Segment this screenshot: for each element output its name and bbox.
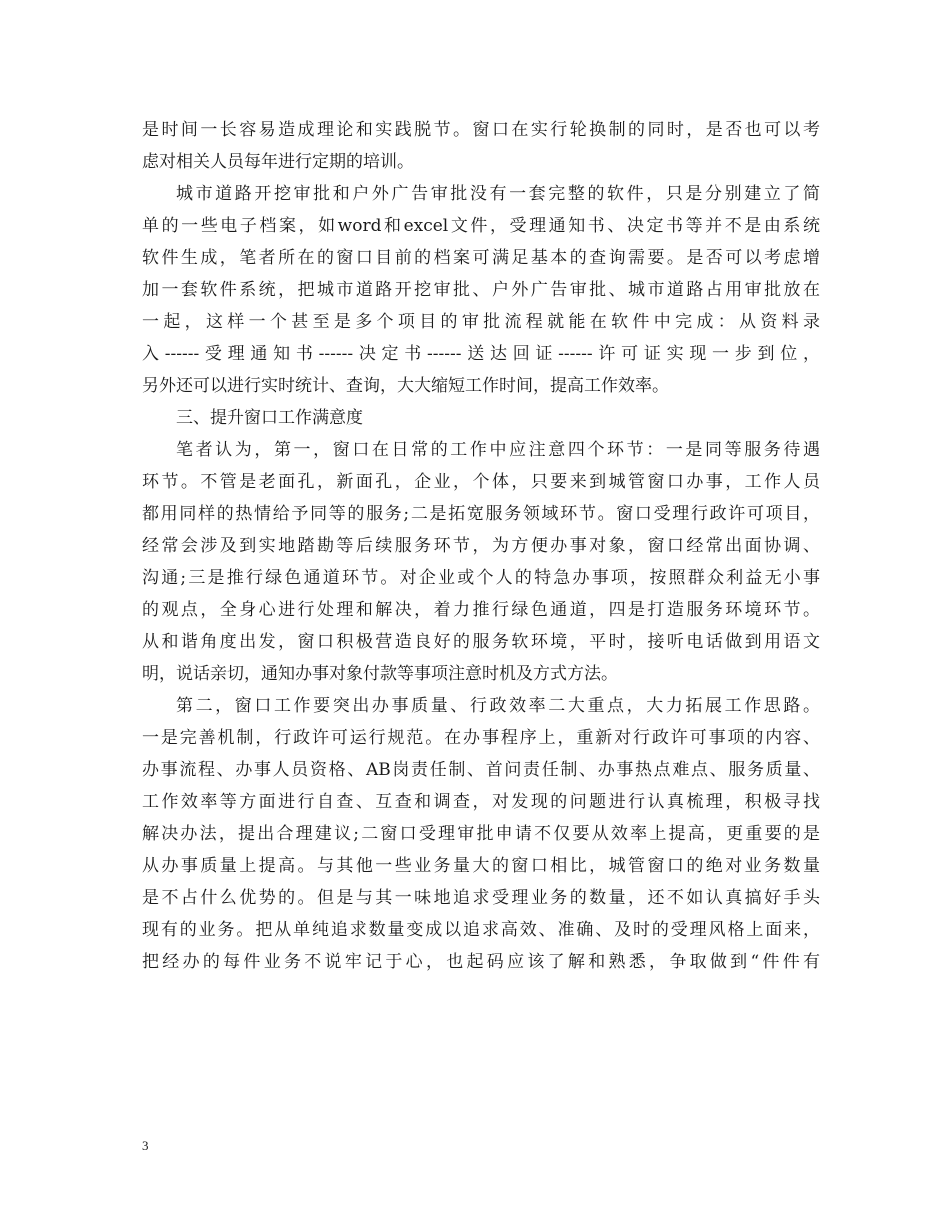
text-line: 从办事质量上提高。与其他一些业务量大的窗口相比，城管窗口的绝对业务数量 — [142, 856, 820, 876]
text-line: 虑对相关人员每年进行定期的培训。 — [142, 152, 414, 172]
text-line: 另外还可以进行实时统计、查询，大大缩短工作时间，提高工作效率。 — [142, 376, 669, 396]
text-line: 解决办法，提出合理建议;二窗口受理审批申请不仅要从效率上提高，更重要的是 — [142, 824, 820, 844]
text-line: 第二，窗口工作要突出办事质量、行政效率二大重点，大力拓展工作思路。 — [176, 696, 820, 716]
text-line: 明，说话亲切，通知办事对象付款等事项注意时机及方式方法。 — [142, 664, 618, 684]
text-line: 工作效率等方面进行自查、互查和调查，对发现的问题进行认真梳理，积极寻找 — [142, 792, 820, 812]
text-line: 一起，这样一个甚至是多个项目的审批流程就能在软件中完成：从资料录 — [142, 312, 820, 332]
text-line: 从和谐角度出发，窗口积极营造良好的服务软环境，平时，接听电话做到用语文 — [142, 632, 820, 652]
text-line: 单的一些电子档案，如word和excel文件，受理通知书、决定书等并不是由系统 — [142, 216, 820, 236]
document-body — [142, 114, 820, 978]
text-line: 环节。不管是老面孔，新面孔，企业，个体，只要来到城管窗口办事，工作人员 — [142, 472, 820, 492]
text-line: 都用同样的热情给予同等的服务;二是拓宽服务领域环节。窗口受理行政许可项目， — [142, 504, 820, 524]
text-line: 笔者认为，第一，窗口在日常的工作中应注意四个环节：一是同等服务待遇 — [176, 440, 820, 460]
text-line: 入------受理通知书------决定书------送达回证------许可证实现一步到位， — [142, 344, 820, 364]
section-heading: 三、提升窗口工作满意度 — [176, 408, 363, 428]
text-line: 软件生成，笔者所在的窗口目前的档案可满足基本的查询需要。是否可以考虑增 — [142, 248, 820, 268]
text-line: 办事流程、办事人员资格、AB岗责任制、首问责任制、办事热点难点、服务质量、 — [142, 760, 820, 780]
page-number: 3 — [142, 1138, 149, 1153]
text-line: 是不占什么优势的。但是与其一味地追求受理业务的数量，还不如认真搞好手头 — [142, 888, 820, 908]
text-line: 现有的业务。把从单纯追求数量变成以追求高效、准确、及时的受理风格上面来， — [142, 920, 820, 940]
text-line: 把经办的每件业务不说牢记于心，也起码应该了解和熟悉，争取做到“件件有 — [142, 952, 820, 972]
text-line: 一是完善机制，行政许可运行规范。在办事程序上，重新对行政许可事项的内容、 — [142, 728, 820, 748]
text-line: 的观点，全身心进行处理和解决，着力推行绿色通道，四是打造服务环境环节。 — [142, 600, 820, 620]
text-line: 沟通;三是推行绿色通道环节。对企业或个人的特急办事项，按照群众利益无小事 — [142, 568, 820, 588]
text-line: 城市道路开挖审批和户外广告审批没有一套完整的软件，只是分别建立了简 — [176, 184, 820, 204]
text-line: 加一套软件系统，把城市道路开挖审批、户外广告审批、城市道路占用审批放在 — [142, 280, 820, 300]
text-line: 是时间一长容易造成理论和实践脱节。窗口在实行轮换制的同时，是否也可以考 — [142, 120, 820, 140]
text-line: 经常会涉及到实地踏勘等后续服务环节，为方便办事对象，窗口经常出面协调、 — [142, 536, 820, 556]
